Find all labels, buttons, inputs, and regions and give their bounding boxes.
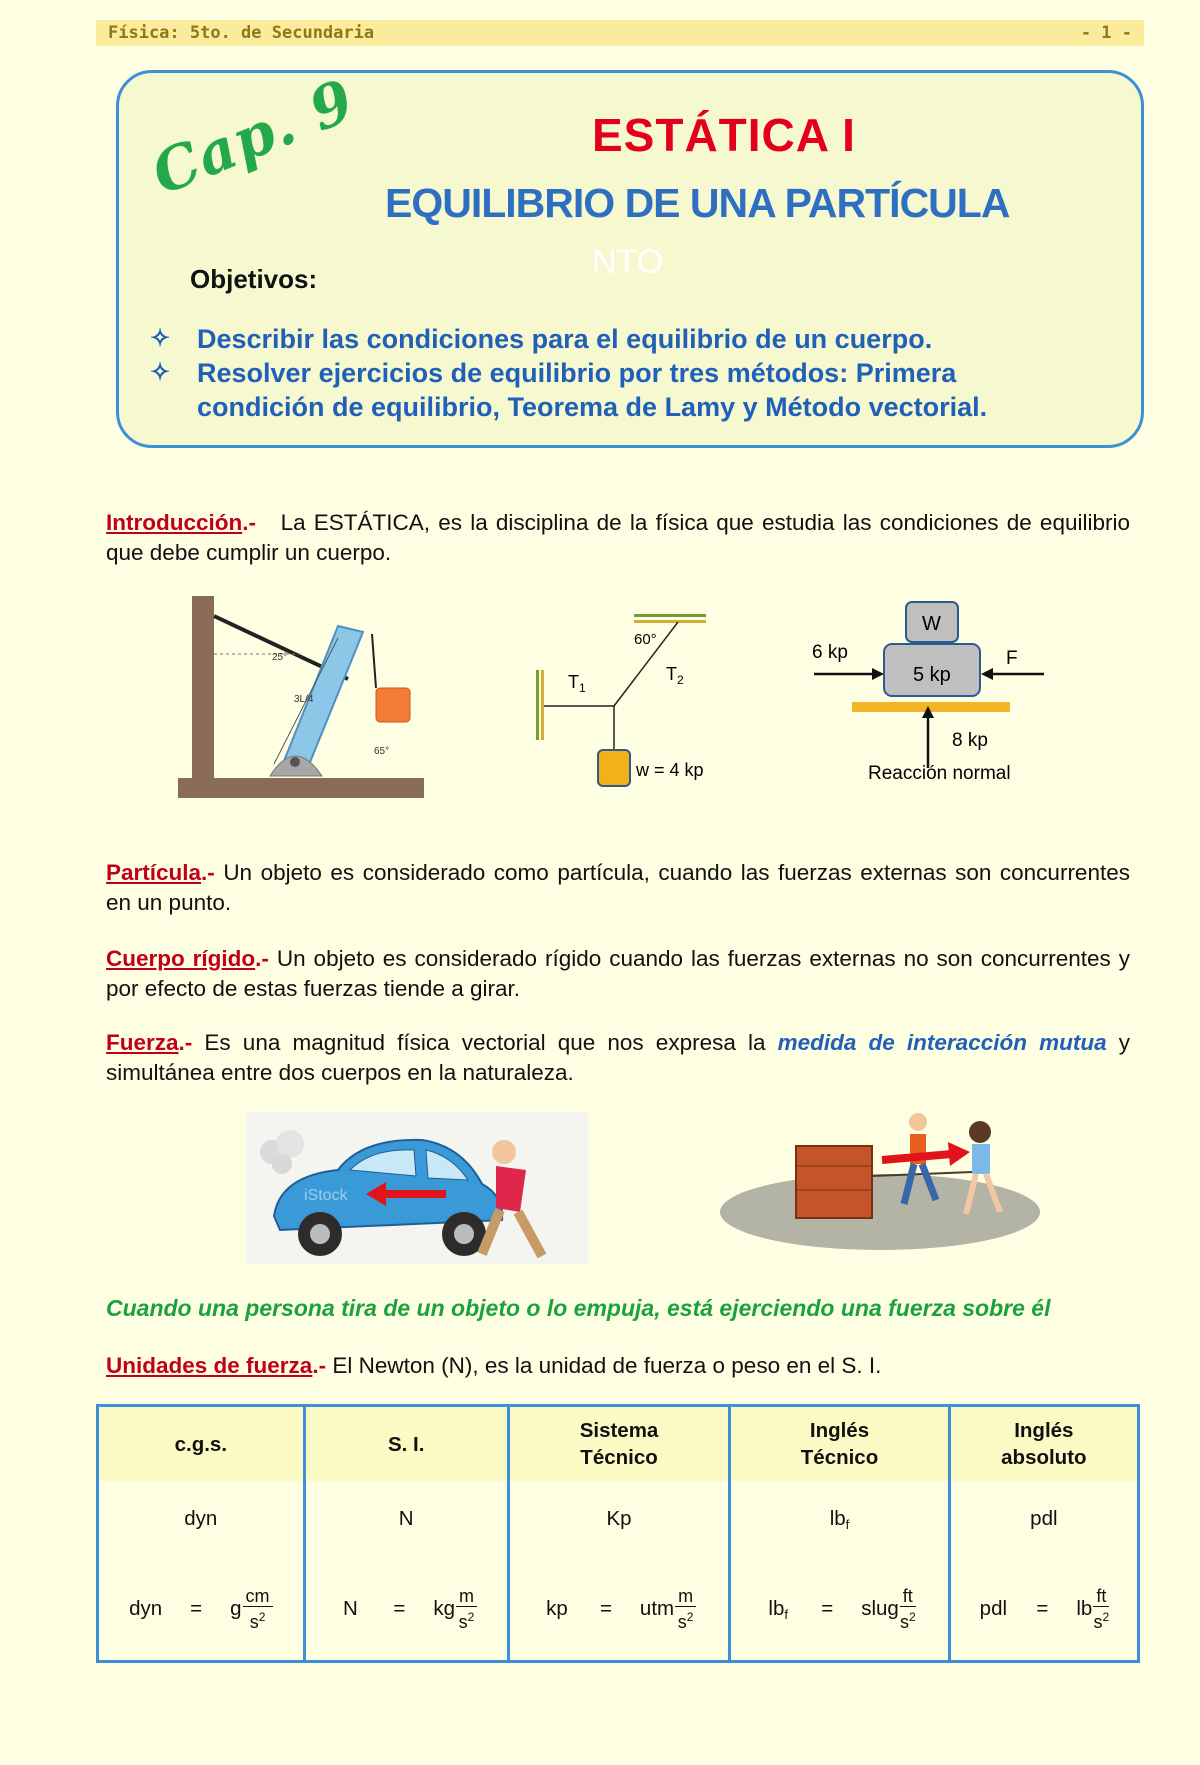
rigid-body-term: Cuerpo rígido xyxy=(106,946,256,971)
chapter-title: ESTÁTICA I xyxy=(592,109,856,161)
ghost-text: NTO xyxy=(592,243,664,281)
intro-term: Introducción xyxy=(106,510,243,535)
t1-label: T xyxy=(568,672,579,692)
unit-cell: $lb_f$ xyxy=(730,1481,949,1558)
unit-cell: pdl xyxy=(949,1481,1138,1558)
table-header-row xyxy=(98,1406,1139,1482)
units-term: Unidades de fuerza xyxy=(106,1353,313,1378)
particle-text: Un objeto es considerado como partícula, cuando las fuerzas externas son concurrentes en un punto. xyxy=(106,860,1130,915)
right-force-label: F xyxy=(1006,648,1018,669)
tension-figure xyxy=(530,610,740,800)
normal-reaction-label: Reacción normal xyxy=(868,763,1011,784)
angle-25-label: 25° xyxy=(272,652,288,663)
formula-cell: pdl = lb $\frac{ft}{s^2}$ xyxy=(949,1558,1138,1662)
objective-text: Describir las condiciones para el equilibrio de un cuerpo. xyxy=(197,324,933,354)
header-page-number: - 1 - xyxy=(1080,23,1132,43)
t2-label: T xyxy=(666,664,677,684)
objective-text: Resolver ejercicios de equilibrio por tres métodos: Primera condición de equilibrio, Teorema de Lamy y Método vectorial. xyxy=(197,358,988,422)
rigid-body-text: Un objeto es considerado rígido cuando las fuerzas externas no son concurrentes y por efecto de estas fuerzas tiende a girar. xyxy=(106,946,1130,1001)
force-caption: Cuando una persona tira de un objeto o lo empuja, está ejerciendo una fuerza sobre él xyxy=(106,1295,1051,1321)
top-block-label: W xyxy=(922,613,941,635)
unit-cell: dyn xyxy=(98,1481,305,1558)
length-label: 3L/4 xyxy=(294,694,314,705)
table-row xyxy=(98,1481,1139,1558)
units-text: El Newton (N), es la unidad de fuerza o peso en el S. I. xyxy=(332,1353,882,1378)
table-header-cell: Inglés Técnico xyxy=(730,1406,949,1482)
units-paragraph: Unidades de fuerza.- El Newton (N), es la unidad de fuerza o peso en el S. I. xyxy=(106,1353,882,1378)
weight-label: w = 4 kp xyxy=(636,760,704,780)
table-header-cell: S. I. xyxy=(304,1406,508,1482)
crane-figure xyxy=(178,594,424,800)
formula-cell: dyn = g $\frac{cm}{s^2}$ xyxy=(98,1558,305,1662)
force-emphasis: medida de interacción mutua xyxy=(777,1030,1107,1055)
page-header xyxy=(96,20,1144,46)
block-forces-figure xyxy=(800,600,1060,790)
table-header-cell: c.g.s. xyxy=(98,1406,305,1482)
formula-cell: $lb_f$ = slug $\frac{ft}{s^2}$ xyxy=(730,1558,949,1662)
left-force-label: 6 kp xyxy=(812,642,848,663)
formula-cell: N = kg $\frac{m}{s^2}$ xyxy=(304,1558,508,1662)
header-course: Física: 5to. de Secundaria xyxy=(108,23,375,43)
force-term: Fuerza xyxy=(106,1030,179,1055)
intro-text: La ESTÁTICA, es la disciplina de la física que estudia las condiciones de equilibrio que debe cumplir un cuerpo. xyxy=(106,510,1130,565)
table-row xyxy=(98,1558,1139,1662)
formula-cell: kp = utm $\frac{m}{s^2}$ xyxy=(508,1558,730,1662)
stock-watermark: iStock xyxy=(304,1187,348,1204)
angle-60-label: 60° xyxy=(634,631,657,648)
svg-text:T1: $T_1$ xyxy=(568,672,586,695)
objectives-list xyxy=(150,322,1080,424)
diamond-bullet-icon: ✧ xyxy=(150,359,171,386)
tug-illustration xyxy=(710,1112,1040,1262)
unit-cell: N xyxy=(304,1481,508,1558)
unit-cell: Kp xyxy=(508,1481,730,1558)
svg-text:T2: $T_2$ xyxy=(666,664,684,687)
normal-value-label: 8 kp xyxy=(952,730,988,751)
rigid-body-definition: Cuerpo rígido.- Un objeto es considerado rígido cuando las fuerzas externas no son concurrentes y por efecto de estas fuerzas tiende a girar. xyxy=(106,946,1130,1001)
particle-definition: Partícula.- Un objeto es considerado como partícula, cuando las fuerzas externas son concurrentes en un punto. xyxy=(106,860,1130,915)
table-header-cell: Inglés absoluto xyxy=(949,1406,1138,1482)
particle-term: Partícula xyxy=(106,860,202,885)
table-header-cell: Sistema Técnico xyxy=(508,1406,730,1482)
car-push-illustration xyxy=(246,1112,588,1264)
block-mass-label: 5 kp xyxy=(913,664,951,686)
objective-item xyxy=(150,356,1080,424)
chapter-label: Cap. 9 xyxy=(142,65,364,209)
intro-paragraph: Introducción.- La ESTÁTICA, es la disciplina de la física que estudia las condiciones de equilibrio que debe cumplir un cuerpo. xyxy=(106,510,1130,565)
angle-65-label: 65° xyxy=(374,746,390,757)
objectives-heading: Objetivos: xyxy=(190,264,318,294)
force-definition: Fuerza.- Es una magnitud física vectorial que nos expresa la medida de interacción mutua y simultánea entre dos cuerpos en la naturaleza. xyxy=(106,1030,1130,1085)
force-units-table xyxy=(96,1404,1140,1663)
chapter-subtitle: EQUILIBRIO DE UNA PARTÍCULA xyxy=(385,180,1010,226)
diamond-bullet-icon: ✧ xyxy=(150,325,171,352)
objective-item xyxy=(150,322,1080,356)
